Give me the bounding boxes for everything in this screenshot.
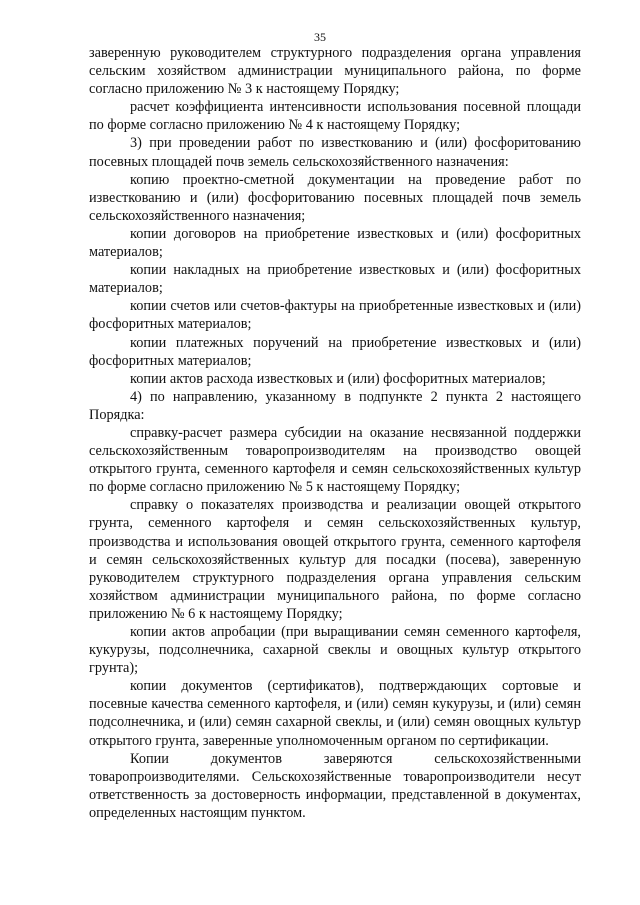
paragraph-3: 3) при проведении работ по известкованию и (или) фосфоритованию посевных площадей почв земель сельскохозяйственного назначения: [89,135,581,170]
paragraph-10: 4) по направлению, указанному в подпункте 2 пункта 2 настоящего Порядка: [89,388,581,423]
paragraph-7: копии счетов или счетов-фактуры на приобретенные известковых и (или) фосфоритных материалов; [89,298,581,333]
paragraph-13: копии актов апробации (при выращивании семян семенного картофеля, кукурузы, подсолнечника, сахарной свеклы и овощных культур открытого грунта); [89,624,581,677]
paragraph-6: копии накладных на приобретение известковых и (или) фосфоритных материалов; [89,262,581,297]
paragraph-14: копии документов (сертификатов), подтверждающих сортовые и посевные качества семенного картофеля, и (или) семян кукурузы, и (или) семян подсолнечника, и (или) семян сахарной свеклы, и (или) семян овощных культур открытого грунта, заверенные уполномоченным органом по сертификации. [89,678,581,749]
paragraph-5: копии договоров на приобретение известковых и (или) фосфоритных материалов; [89,225,581,261]
paragraph-4: копию проектно-сметной документации на проведение работ по известкованию и (или) фосфоритованию посевных площадей почв земель сельскохозяйственного назначения; [89,171,581,224]
paragraph-1: заверенную руководителем структурного подразделения органа управления сельским хозяйством администрации муниципального района, по форме согласно приложению № 3 к настоящему Порядку; [89,45,581,98]
document-body [89,44,581,822]
paragraph-15: Копии документов заверяются сельскохозяйственными товаропроизводителями. Сельскохозяйственные товаропроизводители несут ответственность за достоверность информации, представленной в документах, определенных настоящим пунктом. [89,750,581,821]
paragraph-8: копии платежных поручений на приобретение известковых и (или) фосфоритных материалов; [89,334,581,369]
page-number: 35 [314,30,326,44]
paragraph-2: расчет коэффициента интенсивности использования посевной площади по форме согласно приложению № 4 к настоящему Порядку; [89,99,581,134]
paragraph-9: копии актов расхода известковых и (или) фосфоритных материалов; [130,370,546,387]
paragraph-11: справку-расчет размера субсидии на оказание несвязанной поддержки сельскохозяйственным товаропроизводителям на производство овощей открытого грунта, семенного картофеля и семян сельскохозяйственных культур по форме согласно приложению № 5 к настоящему Порядку; [89,424,581,496]
paragraph-12: справку о показателях производства и реализации овощей открытого грунта, семенного картофеля и семян сельскохозяйственных культур, производства и использования овощей открытого грунта, семенного картофеля и семян сельскохозяйственных культур для посадки (посева), заверенную руководителем структурного подразделения органа управления сельским хозяйством администрации муниципального района, по форме согласно приложению № 6 к настоящему Порядку; [89,497,581,622]
